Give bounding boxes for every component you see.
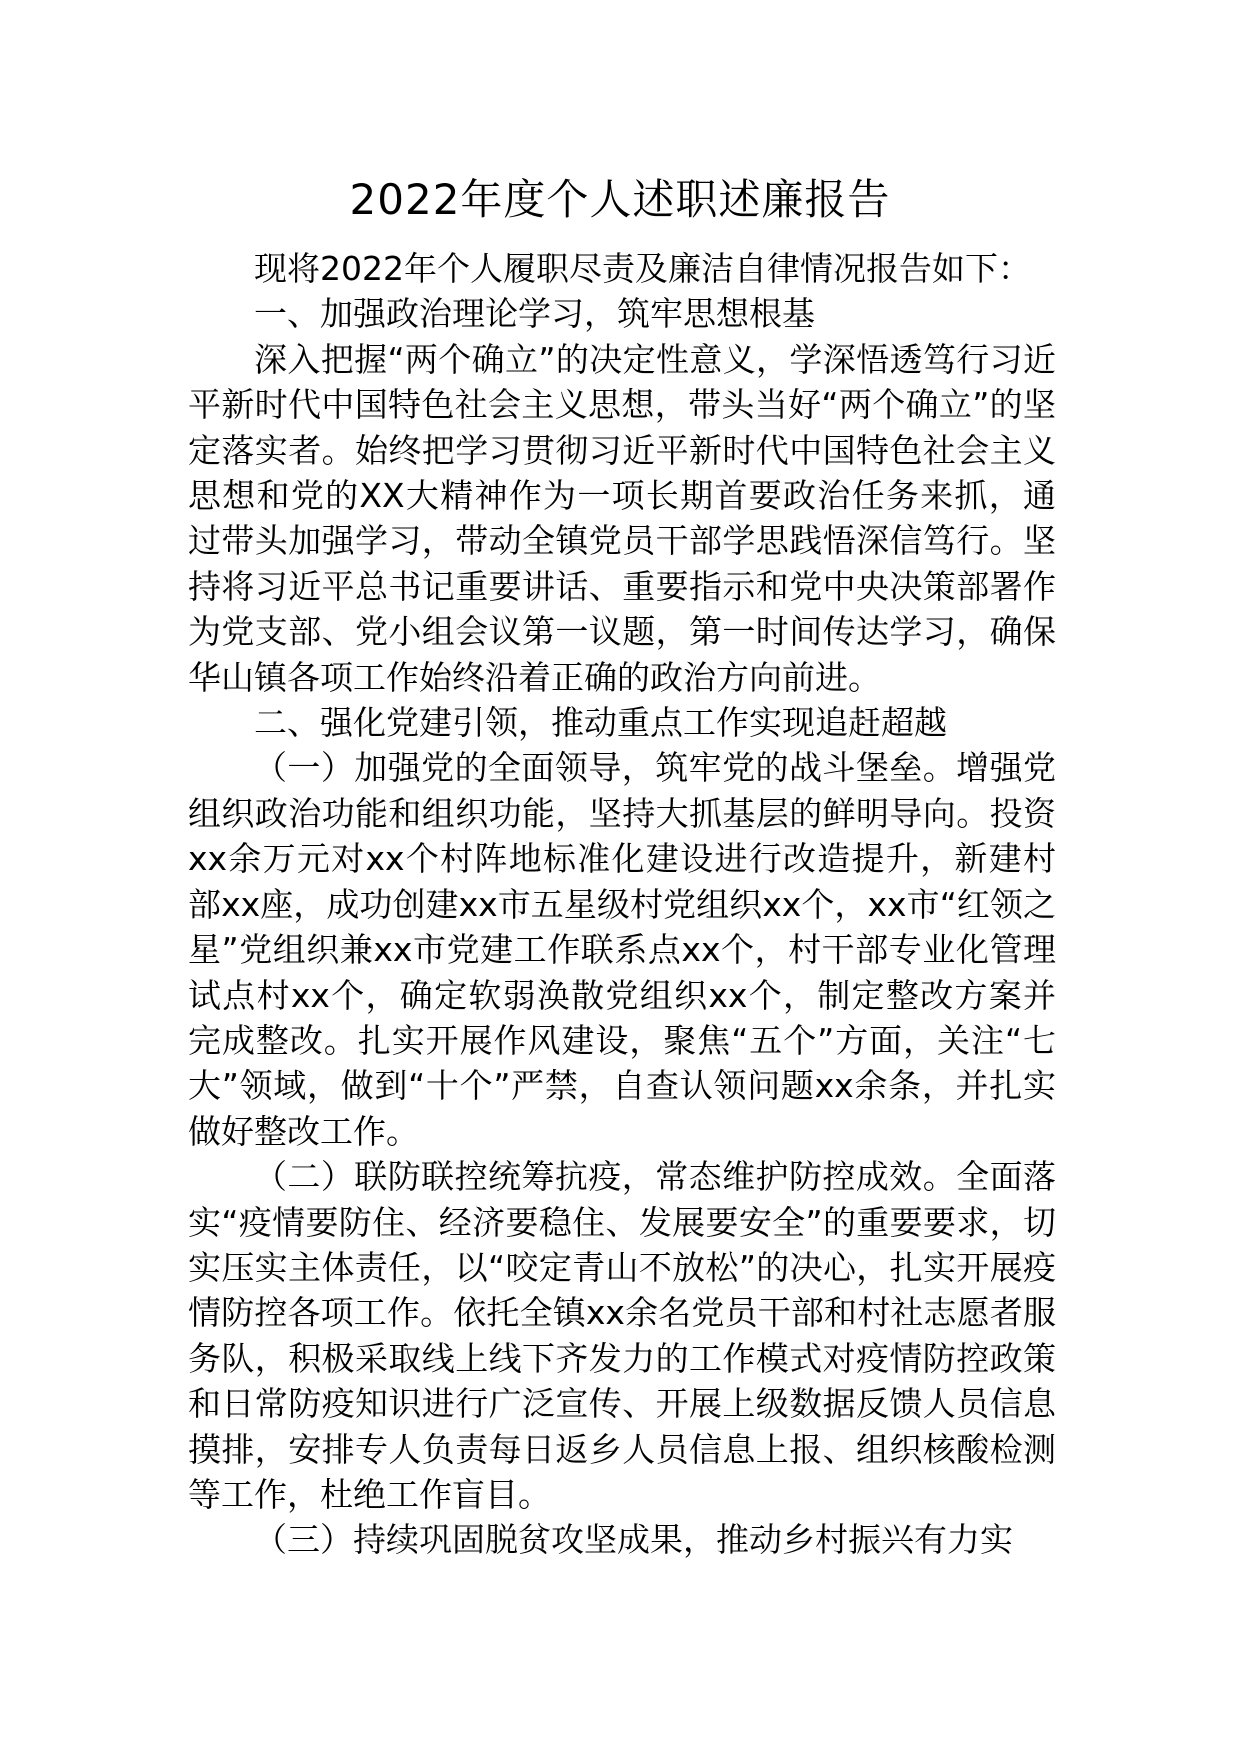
- body-paragraph: （一）加强党的全面领导，筑牢党的战斗堡垒。增强党组织政治功能和组织功能，坚持大抓基层的鲜明导向。投资xx余万元对xx个村阵地标准化建设进行改造提升，新建村部xx座，成功创建xx市五星级村党组织xx个，xx市“红领之星”党组织兼xx市党建工作联系点xx个，村干部专业化管理试点村xx个，确定软弱涣散党组织xx个，制定整改方案并完成整改。扎实开展作风建设，聚焦“五个”方面，关注“七大”领域，做到“十个”严禁，自查认领问题xx余条，并扎实做好整改工作。: [188, 748, 1056, 1151]
- section-heading-1: 一、加强政治理论学习，筑牢思想根基: [254, 294, 815, 334]
- body-paragraph: （三）持续巩固脱贫攻坚成果，推动乡村振兴有力实: [254, 1520, 1013, 1560]
- page-title: 2022年度个人述职述廉报告: [349, 175, 891, 224]
- section-heading-2: 二、强化党建引领，推动重点工作实现追赶超越: [254, 703, 947, 743]
- body-paragraph: （二）联防联控统筹抗疫，常态维护防控成效。全面落实“疫情要防住、经济要稳住、发展要安全”的重要要求，切实压实主体责任，以“咬定青山不放松”的决心，扎实开展疫情防控各项工作。依托全镇xx余名党员干部和村社志愿者服务队，积极采取线上线下齐发力的工作模式对疫情防控政策和日常防疫知识进行广泛宣传、开展上级数据反馈人员信息摸排，安排专人负责每日返乡人员信息上报、组织核酸检测等工作，杜绝工作盲目。: [188, 1157, 1056, 1514]
- body-paragraph: 深入把握“两个确立”的决定性意义，学深悟透笃行习近平新时代中国特色社会主义思想，带头当好“两个确立”的坚定落实者。始终把学习贯彻习近平新时代中国特色社会主义思想和党的XX大精神作为一项长期首要政治任务来抓，通过带头加强学习，带动全镇党员干部学思践悟深信笃行。坚持将习近平总书记重要讲话、重要指示和党中央决策部署作为党支部、党小组会议第一议题，第一时间传达学习，确保华山镇各项工作始终沿着正确的政治方向前进。: [188, 339, 1056, 697]
- document-body: [188, 246, 1056, 1563]
- intro-paragraph: 现将2022年个人履职尽责及廉洁自律情况报告如下：: [254, 249, 1031, 288]
